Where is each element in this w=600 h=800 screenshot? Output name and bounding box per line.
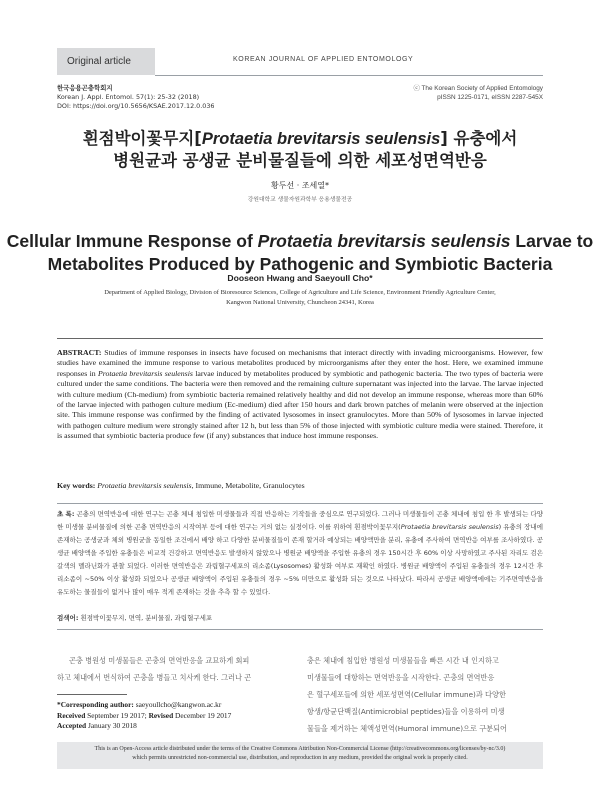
issn: pISSN 1225-0171, eISSN 2287-545X	[437, 94, 543, 101]
received-date: September 19 2017;	[85, 710, 149, 720]
license-footer	[57, 742, 543, 769]
accepted-date: January 30 2018	[86, 721, 137, 730]
corresponding-email[interactable]: saeyoullcho@kangwon.ac.kr	[133, 700, 222, 709]
body-col2-line2: 미생물들에 대항하는 면역반응을 시작한다. 곤충의 면역반응	[307, 673, 495, 682]
journal-name: KOREAN JOURNAL OF APPLIED ENTOMOLOGY	[233, 56, 414, 63]
body-column-2	[307, 652, 543, 737]
article-type-tab	[57, 48, 155, 75]
citation: Korean J. Appl. Entomol. 57(1): 25-32 (2018)	[57, 93, 200, 101]
keywords-rest: , Immune, Metabolite, Granulocytes	[191, 481, 305, 490]
abstract-species: Protaetia brevitarsis seulensis	[97, 368, 193, 378]
accepted-line	[57, 721, 231, 732]
en-title-suffix: Larvae to	[510, 231, 594, 251]
kr-abstract-rule	[57, 503, 543, 504]
kr-authors: 황두선 · 조세열*	[271, 181, 329, 190]
received-line	[57, 711, 231, 722]
kr-abstract-text-1: 곤충의 면역반응에 대한 연구는 곤충 체내 침입한 미생물들과 직접 반응하는 기작들을 중심으로 연구되었다. 그러나 미생물들이 곤충 체내에 침입 한 후 발생되는 다양한 미생물 분비물질에 의한 곤충 면역반응의 시작여부 등에 대한 연구는 거의 없는 실정이다. 이를 위하여 흰점박이꽃무지(	[57, 510, 543, 531]
keywords	[57, 481, 543, 490]
body-col2-line5: 물들을 제거하는 체액성면역(Humoral immune)으로 구분되어	[307, 724, 507, 733]
abstract-label: ABSTRACT:	[57, 348, 102, 357]
body-col2-line3: 은 혈구세포들에 의한 세포성면역(Cellular immune)과 다양한	[307, 690, 506, 699]
corresponding-author	[57, 700, 231, 711]
license-line2: which permits unrestricted non-commercial use, distribution, and reproduction in any medium, provided the original work is properly cited.	[132, 755, 468, 761]
body-col2-line1: 충은 체내에 침입한 병원성 미생물들을 빠른 시간 내 인지하고	[307, 656, 499, 665]
keywords-label: Key words:	[57, 481, 96, 490]
body-column-1	[57, 652, 293, 686]
article-type-label: Original article	[67, 56, 131, 67]
kr-title-suffix: ] 유충에서	[440, 129, 518, 148]
body-col1-line2: 하고 체내에서 번식하여 곤충을 병들고 치사케 한다. 그러나 곤	[57, 673, 252, 682]
en-title-line1	[0, 230, 600, 253]
kr-abstract-species: Protaetia brevitarsis seulensis	[400, 523, 499, 531]
kr-keywords-label: 검색어:	[57, 614, 79, 622]
kr-keywords-text: 흰점박이꽃무지, 면역, 분비물질, 과립혈구세포	[78, 614, 213, 622]
abstract-text-2: larvae induced by metabolites produced by symbiotic and pathogenic bacteria. The two types of bacteria were cultured under the same conditions. The bacteria were then removed and the remaining culture supernatant was injected into the larvae. The larvae injected with culture medium (Ch-medium) from symbiotic bacteria remained relatively healthy and did not develop an immune response, whereas more than 60% of the larvae injected with pathogen culture medium (Ec-medium) died after 150 hours and dark brown patches of melanin were observed at the injection site. This immune response was confirmed by the finding of activated lysosomes in insect granulocytes. More than 50% of lysosomes in larvae injected with pathogen culture medium were strongly stained after 12 h, but less than 5% of those injected with symbiotic culture media were stained. Therefore, it is assumed that symbiotic bacteria produce few (if any) substances that induce host immune responses.	[57, 368, 543, 441]
kr-abstract-text-2: ) 유충의 장내에 존재하는 공생균과 체외 병원균을 동일한 조건에서 배양 하고 다양한 분비물질들이 존재 할거라 예상되는 배양액만을 분리, 유충에 주사하여 면역반응 여부를 조사하였다. 공생균 배양액을 주입한 유충들은 비교적 건강하고 면역반응도 발생하지 않았으나 병원균 배양액을 주입한 유충의 경우 150시간 후 60% 이상 사망하였고 주사된 자리도 검은 갈색의 멜라닌화가 관찰 되었다. 이러한 면역반응은 과립혈구세포의 리소좀(Lysosomes) 활성화 여부로 재확인 하였다. 병원균 배양액이 주입된 유충들의 경우 12시간 후 리소좀이 ~50% 이상 활성화 되었으나 공생균 배양액이 주입된 유충들의 경우 ~5% 미만으로 활성화 되는 것으로 나타났다. 따라서 공생균 배양액에에는 기주면역반응을 유도하는 물질들이 없거나 많이 매우 적게 존재하는 것을 추측 할 수 있었다.	[57, 523, 543, 596]
kr-keywords-rule	[57, 629, 543, 630]
correspondence	[57, 700, 231, 732]
abstract	[57, 348, 543, 442]
kr-abstract	[57, 508, 543, 599]
kr-abstract-label: 초 록:	[57, 510, 75, 518]
doi-link[interactable]: DOI: https://doi.org/10.5656/KSAE.2017.12.0.036	[57, 102, 215, 110]
copyright: ⓒ The Korean Society of Applied Entomology	[413, 85, 543, 92]
en-authors: Dooseon Hwang and Saeyoull Cho*	[227, 273, 373, 283]
keywords-species: Protaetia brevitarsis seulensis	[97, 481, 192, 490]
corresponding-label: *Corresponding author:	[57, 700, 134, 709]
accepted-label: Accepted	[57, 721, 87, 730]
en-title-line2: Metabolites Produced by Pathogenic and Symbiotic Bacteria	[47, 254, 553, 274]
en-affiliation	[40, 288, 560, 307]
copyright-block	[413, 84, 543, 102]
kr-affiliation: 강원대학교 생물자원과학부 응용생물전공	[247, 197, 353, 203]
en-title	[0, 230, 600, 276]
revised-label: Revised	[148, 710, 174, 720]
citation-block	[57, 84, 214, 111]
license-line1: This is an Open-Access article distributed under the terms of the Creative Commons Attribution Non-Commercial License (http://creativecommons.org/licenses/by-nc/3.0)	[94, 746, 506, 752]
abstract-top-rule	[57, 338, 543, 339]
en-affiliation-line2: Kangwon National University, Chuncheon 24341, Korea	[226, 298, 374, 306]
en-title-prefix: Cellular Immune Response of	[6, 231, 258, 251]
received-label: Received	[57, 710, 86, 720]
kr-keywords	[57, 613, 543, 622]
abstract-text-1: Studies of immune responses in insects have focused on mechanisms that interact directly with invading microorganisms. However, few studies have examined the immune response to various metabolites produced by microorganisms after they enter the host. Here, we examined immune responses in	[57, 348, 543, 378]
kr-title-line1	[0, 128, 600, 150]
correspondence-rule	[57, 694, 127, 695]
kr-journal-name: 한국응용곤충학회지	[57, 84, 113, 92]
kr-title-prefix: 흰점박이꽃무지[	[82, 129, 202, 148]
kr-title-line2: 병원균과 공생균 분비물질들에 의한 세포성면역반응	[113, 151, 487, 170]
revised-date: December 19 2017	[173, 710, 232, 720]
en-title-species: Protaetia brevitarsis seulensis	[257, 231, 511, 251]
body-col2-line4: 항생/항균단백질(Antimicrobial peptides)들을 이용하여 미생	[307, 707, 505, 716]
kr-title	[0, 128, 600, 172]
body-col1-line1: 곤충 병원성 미생물들은 곤충의 면역반응을 교묘하게 회피	[69, 656, 250, 665]
kr-title-species: Protaetia brevitarsis seulensis	[201, 130, 441, 148]
en-affiliation-line1: Department of Applied Biology, Division of Bioresource Sciences, College of Agriculture and Life Science, Environment Friendly Agriculture Center,	[104, 289, 496, 296]
